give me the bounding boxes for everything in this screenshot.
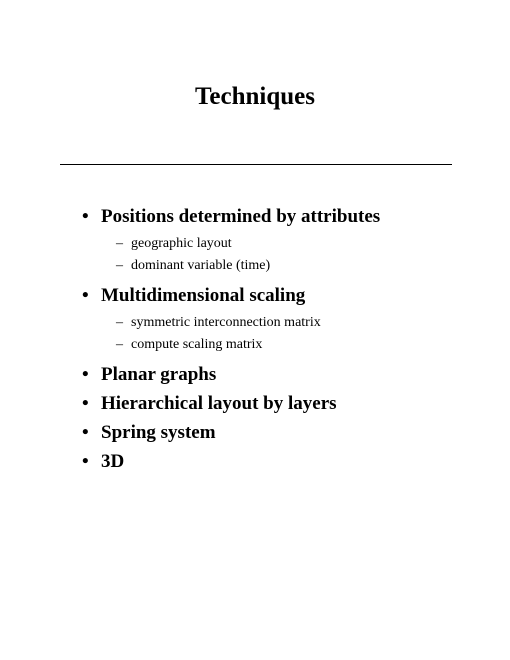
bullet-text: Positions determined by attributes [101,206,381,227]
dash-icon: – [116,258,123,273]
bullet-list [82,202,482,476]
bullet-icon: • [82,364,89,385]
bullet-icon: • [82,393,89,414]
subitem-list [116,233,482,277]
subitem-text: symmetric interconnection matrix [131,315,321,330]
bullet-item [82,360,482,389]
dash-icon: – [116,236,123,251]
bullet-text: Spring system [101,422,216,443]
subitem [116,312,482,334]
bullet-text: Multidimensional scaling [101,285,306,306]
subitem [116,255,482,277]
bullet-text: Hierarchical layout by layers [101,393,337,414]
subitem [116,334,482,356]
bullet-item [82,447,482,476]
bullet-icon: • [82,451,89,472]
subitem [116,233,482,255]
bullet-item [82,202,482,277]
bullet-icon: • [82,422,89,443]
subitem-text: dominant variable (time) [131,258,271,273]
bullet-icon: • [82,206,89,227]
dash-icon: – [116,315,123,330]
bullet-item [82,281,482,356]
title-divider [60,164,452,165]
subitem-text: compute scaling matrix [131,337,263,352]
subitem-list [116,312,482,356]
dash-icon: – [116,337,123,352]
bullet-icon: • [82,285,89,306]
bullet-text: Planar graphs [101,364,217,385]
bullet-item [82,389,482,418]
bullet-item [82,418,482,447]
slide-title: Techniques [195,83,315,110]
bullet-text: 3D [101,451,125,472]
subitem-text: geographic layout [131,236,232,251]
